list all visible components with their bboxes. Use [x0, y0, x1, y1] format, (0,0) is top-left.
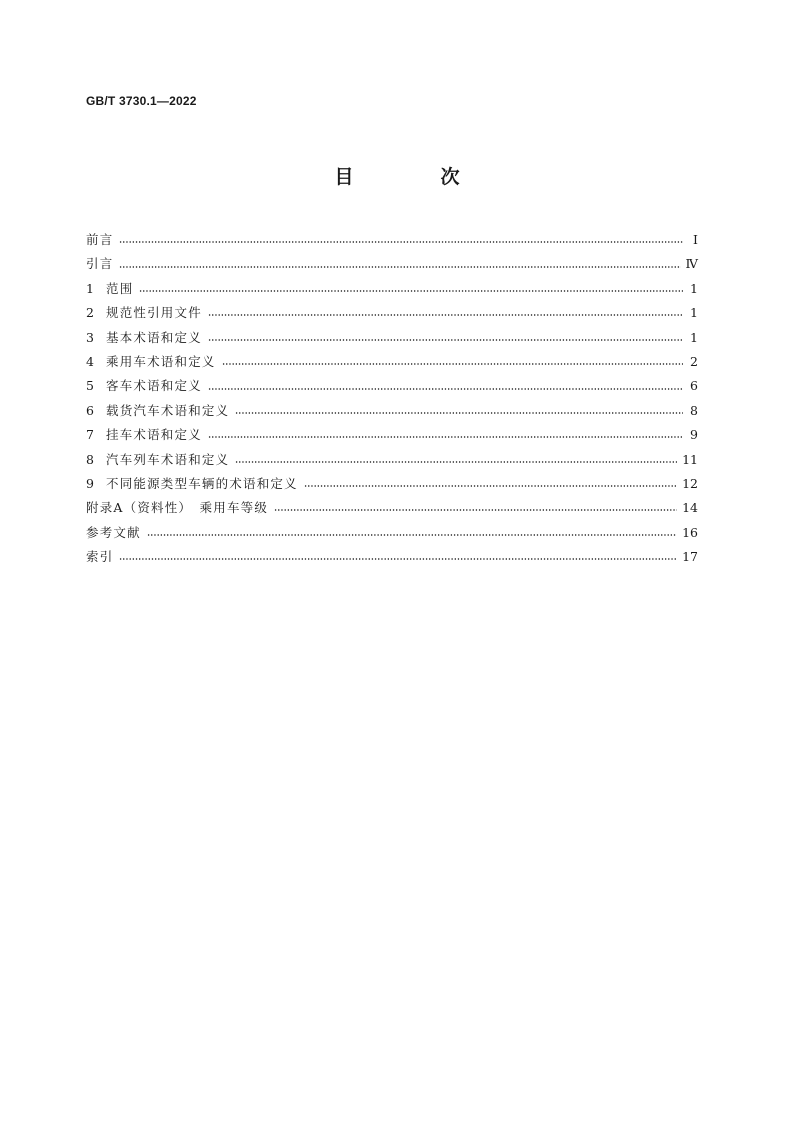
toc-entry-scope[interactable]: [86, 277, 698, 301]
leader-dots: [119, 266, 680, 268]
toc-entry-page: 9: [690, 427, 698, 443]
toc-entry-label: 索引: [86, 549, 114, 565]
toc-entry-passenger-car[interactable]: [86, 350, 698, 374]
toc-entry-label: 汽车列车术语和定义: [106, 451, 230, 467]
toc-entry-page: 1: [690, 329, 698, 345]
leader-dots: [208, 314, 683, 316]
toc-entry-bibliography[interactable]: [86, 521, 698, 545]
table-of-contents: [86, 228, 698, 569]
leader-dots: [119, 241, 683, 243]
toc-entry-page: 6: [690, 378, 698, 394]
toc-entry-foreword[interactable]: [86, 228, 698, 252]
toc-entry-label: 规范性引用文件: [106, 305, 202, 321]
leader-dots: [208, 339, 683, 341]
toc-entry-page: 2: [690, 353, 698, 369]
toc-entry-label: 载货汽车术语和定义: [106, 402, 230, 418]
leader-dots: [147, 534, 677, 536]
toc-entry-annex-a[interactable]: [86, 496, 698, 520]
toc-entry-number: 5: [86, 378, 94, 394]
toc-entry-page: 1: [690, 305, 698, 321]
leader-dots: [119, 558, 677, 560]
toc-entry-page: 16: [682, 524, 698, 540]
toc-entry-number: 8: [86, 451, 94, 467]
toc-entry-page: 17: [682, 549, 698, 565]
toc-entry-page: 14: [682, 500, 698, 516]
toc-entry-label: 附录A（资料性） 乘用车等级: [86, 500, 269, 516]
toc-entry-number: 6: [86, 402, 94, 418]
toc-entry-label: 参考文献: [86, 524, 141, 540]
toc-entry-combination-vehicle[interactable]: [86, 448, 698, 472]
toc-entry-number: 9: [86, 475, 94, 491]
toc-entry-number: 1: [86, 280, 94, 296]
toc-entry-number: 7: [86, 427, 94, 443]
toc-entry-label: 挂车术语和定义: [106, 427, 202, 443]
toc-entry-page: 8: [690, 402, 698, 418]
leader-dots: [304, 485, 677, 487]
toc-entry-label: 前言: [86, 232, 114, 247]
toc-entry-bus[interactable]: [86, 374, 698, 398]
toc-entry-energy-types[interactable]: [86, 472, 698, 496]
toc-entry-goods-vehicle[interactable]: [86, 399, 698, 423]
leader-dots: [235, 412, 683, 414]
toc-entry-label: 基本术语和定义: [106, 329, 202, 345]
standard-code: GB/T 3730.1—2022: [86, 94, 197, 108]
toc-entry-number: 4: [86, 353, 94, 369]
toc-entry-label: 不同能源类型车辆的术语和定义: [106, 475, 298, 491]
leader-dots: [235, 461, 677, 463]
toc-entry-number: 3: [86, 329, 94, 345]
leader-dots: [274, 509, 677, 511]
leader-dots: [208, 436, 683, 438]
toc-entry-page: 12: [682, 475, 698, 491]
toc-entry-label: 范围: [106, 280, 134, 296]
toc-entry-label: 引言: [86, 256, 114, 272]
toc-entry-page: 11: [682, 451, 698, 467]
leader-dots: [222, 363, 683, 365]
toc-entry-normative-references[interactable]: [86, 301, 698, 325]
toc-entry-label: 客车术语和定义: [106, 378, 202, 394]
leader-dots: [208, 388, 683, 390]
toc-entry-basic-terms[interactable]: [86, 326, 698, 350]
toc-entry-number: 2: [86, 305, 94, 321]
leader-dots: [139, 290, 683, 292]
toc-title: 目 次: [334, 166, 494, 188]
toc-entry-page: 1: [690, 280, 698, 296]
toc-entry-label: 乘用车术语和定义: [106, 353, 216, 369]
toc-entry-page: Ⅰ: [693, 232, 698, 247]
toc-entry-trailer[interactable]: [86, 423, 698, 447]
toc-entry-page: Ⅳ: [685, 256, 698, 272]
toc-entry-introduction[interactable]: [86, 252, 698, 276]
toc-entry-index[interactable]: [86, 545, 698, 569]
